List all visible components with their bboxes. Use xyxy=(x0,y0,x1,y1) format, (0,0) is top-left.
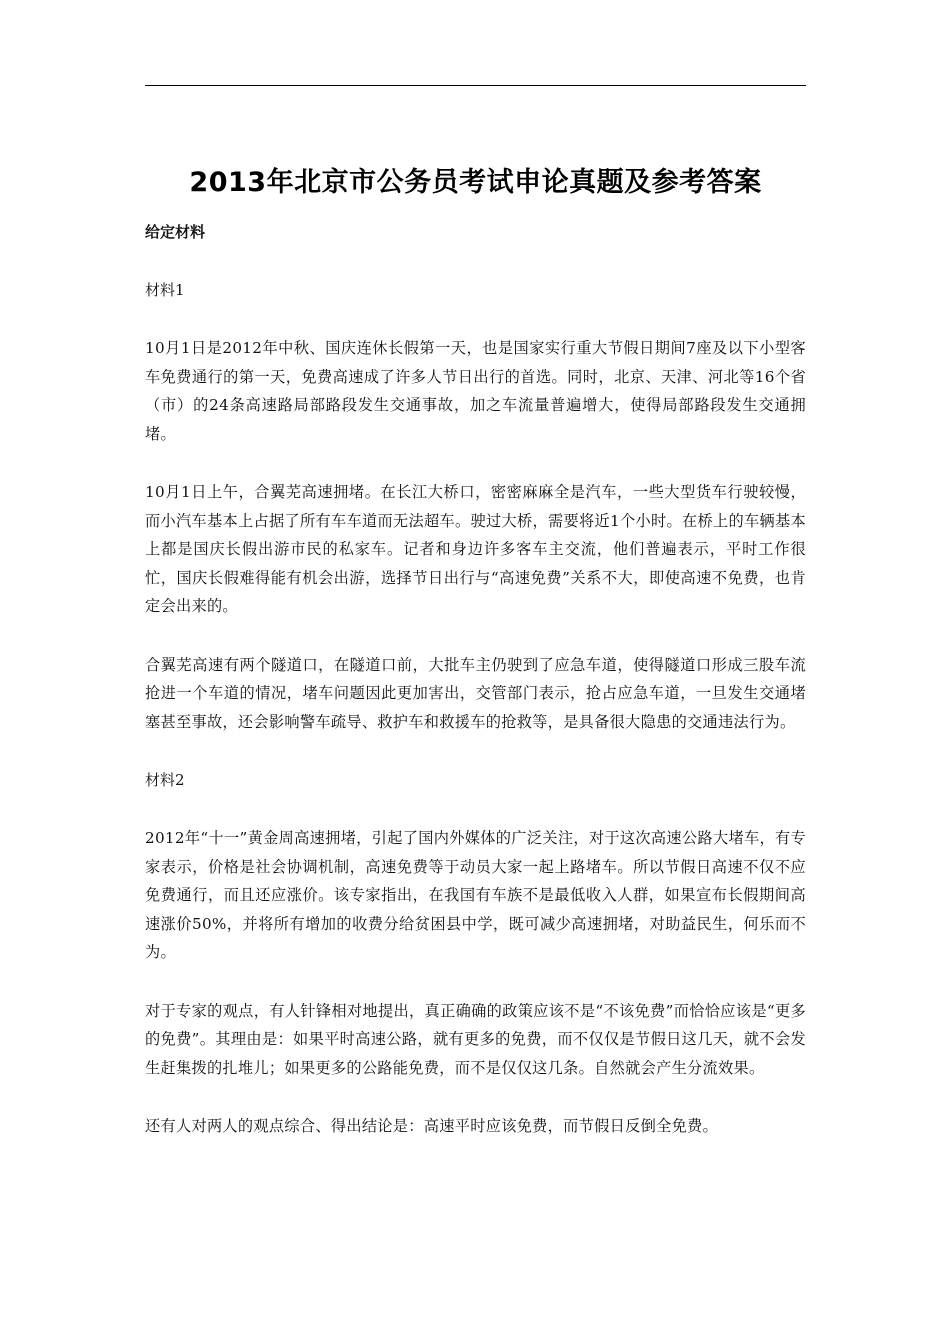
material-2-paragraph-1: 2012年“十一”黄金周高速拥堵，引起了国内外媒体的广泛关注，对于这次高速公路大堵车，有专家表示，价格是社会协调机制，高速免费等于动员大家一起上路堵车。所以节假日高速不仅不应免费通行，而且还应涨价。该专家指出，在我国有车族不是最低收入人群，如果宣布长假期间高速涨价50%，并将所有增加的收费分给贫困县中学，既可减少高速拥堵，对助益民生，何乐而不为。 xyxy=(145,829,806,961)
material-2-paragraph-3: 还有人对两人的观点综合、得出结论是：高速平时应该免费，而节假日反倒全免费。 xyxy=(145,1117,719,1135)
material-1-paragraph-1: 10月1日是2012年中秋、国庆连休长假第一天，也是国家实行重大节假日期间7座及以下小型客车免费通行的第一天，免费高速成了许多人节日出行的首选。同时，北京、天津、河北等16个省（市）的24条高速路局部路段发生交通事故，加之车流量普遍增大，使得局部路段发生交通拥堵。 xyxy=(145,339,806,443)
material-1-paragraph-2: 10月1日上午，合翼芜高速拥堵。在长江大桥口，密密麻麻全是汽车，一些大型货车行驶较慢，而小汽车基本上占据了所有车车道而无法超车。驶过大桥，需要将近1个小时。在桥上的车辆基本上都是国庆长假出游市民的私家车。记者和身边许多客车主交流，他们普遍表示，平时工作很忙，国庆长假难得能有机会出游，选择节日出行与“高速免费”关系不大，即使高速不免费，也肯定会出来的。 xyxy=(145,483,806,615)
page-title: 2013年北京市公务员考试申论真题及参考答案 xyxy=(189,167,762,199)
material-1-label: 材料1 xyxy=(145,281,185,299)
document-body xyxy=(145,218,806,1171)
material-1-paragraph-3: 合翼芜高速有两个隧道口，在隧道口前，大批车主仍驶到了应急车道，使得隧道口形成三股车流抢进一个车道的情况，堵车问题因此更加害出，交管部门表示，抢占应急车道，一旦发生交通堵塞甚至事故，还会影响警车疏导、救护车和救援车的抢救等，是具备很大隐患的交通违法行为。 xyxy=(145,655,806,731)
section-heading: 给定材料 xyxy=(145,223,206,241)
header-rule xyxy=(145,85,806,86)
material-2-label: 材料2 xyxy=(145,771,185,789)
material-2-paragraph-2: 对于专家的观点，有人针锋相对地提出，真正确确的政策应该不是“不该免费”而恰恰应该是“更多的免费”。其理由是：如果平时高速公路，就有更多的免费，而不仅仅是节假日这几天，就不会发生赶集拨的扎堆儿；如果更多的公路能免费，而不是仅仅这几条。自然就会产生分流效果。 xyxy=(145,1001,806,1077)
